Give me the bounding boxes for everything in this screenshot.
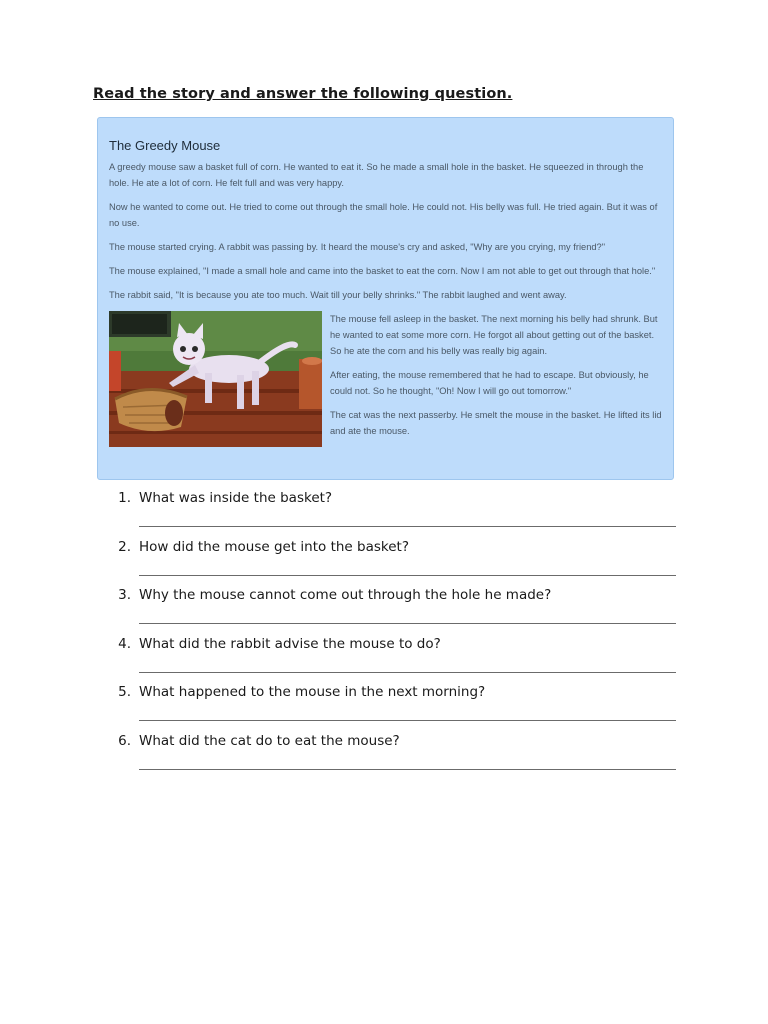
question-number: 2. xyxy=(118,538,131,555)
question-number: 5. xyxy=(118,684,131,701)
story-panel xyxy=(97,117,674,480)
worksheet-instruction: Read the story and answer the following question. xyxy=(93,86,513,102)
question-item xyxy=(113,733,676,782)
question-number: 3. xyxy=(118,587,131,604)
question-text: What was inside the basket? xyxy=(139,490,333,506)
question-number: 4. xyxy=(118,635,131,652)
story-side-text xyxy=(330,311,663,447)
question-number: 1. xyxy=(118,490,131,506)
cat-and-basket-illustration xyxy=(109,311,322,447)
answer-line[interactable] xyxy=(139,526,676,527)
answer-line[interactable] xyxy=(139,720,676,721)
question-item xyxy=(113,684,676,733)
story-paragraph: The mouse started crying. A rabbit was passing by. It heard the mouse's cry and asked, "Why are you crying, my friend?" xyxy=(109,242,606,252)
answer-line[interactable] xyxy=(139,575,676,576)
question-list xyxy=(113,490,676,782)
question-text: What did the cat do to eat the mouse? xyxy=(139,732,400,749)
story-title: The Greedy Mouse xyxy=(109,138,221,153)
question-number: 6. xyxy=(118,732,131,749)
question-item xyxy=(113,587,676,636)
question-text: What did the rabbit advise the mouse to do? xyxy=(139,635,441,652)
answer-line[interactable] xyxy=(139,623,676,624)
answer-line[interactable] xyxy=(139,672,676,673)
story-paragraph: A greedy mouse saw a basket full of corn. He wanted to eat it. So he made a small hole in the basket. He squeezed in through the hole. He ate a lot of corn. He felt full and was very happy. xyxy=(109,162,644,188)
story-paragraph: The mouse explained, "I made a small hole and came into the basket to eat the corn. Now I am not able to get out through that hole." xyxy=(109,266,656,276)
question-text: How did the mouse get into the basket? xyxy=(139,538,409,555)
question-text: Why the mouse cannot come out through the hole he made? xyxy=(139,587,552,604)
story-paragraph: After eating, the mouse remembered that he had to escape. But obviously, he could not. So he thought, "Oh! Now I will go out tomorrow." xyxy=(330,370,649,396)
answer-line[interactable] xyxy=(139,769,676,770)
question-item xyxy=(113,539,676,588)
story-paragraph: The cat was the next passerby. He smelt the mouse in the basket. He lifted its lid and ate the mouse. xyxy=(330,410,662,436)
question-item xyxy=(113,490,676,539)
story-paragraph: Now he wanted to come out. He tried to come out through the small hole. He could not. His belly was full. He tried again. But it was of no use. xyxy=(109,202,658,228)
question-text: What happened to the mouse in the next morning? xyxy=(139,684,486,701)
question-item xyxy=(113,636,676,685)
story-paragraph: The rabbit said, "It is because you ate too much. Wait till your belly shrinks." The rabbit laughed and went away. xyxy=(109,290,567,300)
story-lower-section xyxy=(109,311,663,447)
story-paragraph: The mouse fell asleep in the basket. The next morning his belly had shrunk. But he wanted to eat some more corn. He forgot all about getting out of the basket. So he ate the corn and his belly was really big again. xyxy=(330,314,658,356)
